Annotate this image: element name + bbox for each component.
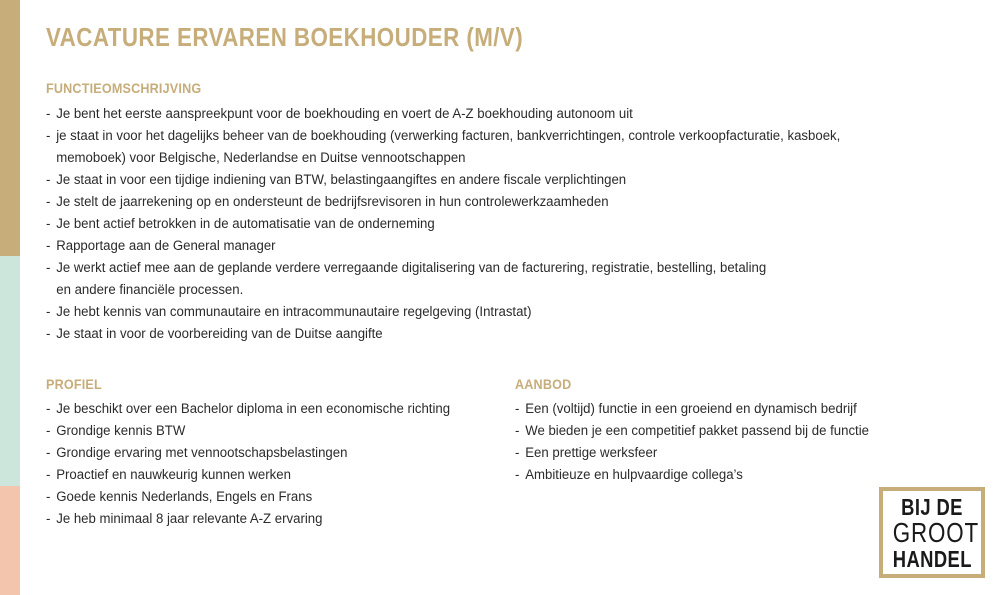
list-item: - We bieden je een competitief pakket passend bij de functie	[515, 420, 924, 442]
page-title: VACATURE ERVAREN BOEKHOUDER (M/V)	[46, 22, 524, 52]
left-stripe-mint	[0, 256, 20, 486]
logo-line-3: HANDEL	[892, 546, 972, 572]
aanbod-list	[515, 398, 955, 486]
list-item: - Je staat in voor een tijdige indiening van BTW, belastingaangiftes en andere fiscale verplichtingen	[46, 169, 902, 191]
list-item: - Je bent actief betrokken in de automatisatie van de onderneming	[46, 213, 902, 235]
left-stripe-peach	[0, 486, 20, 595]
list-item: - Je bent het eerste aanspreekpunt voor de boekhouding en voert de A-Z boekhouding autonoom uit	[46, 103, 902, 125]
list-item: - Je staat in voor de voorbereiding van de Duitse aangifte	[46, 323, 902, 345]
aanbod-heading: AANBOD	[515, 376, 572, 392]
list-item: - Een prettige werksfeer	[515, 442, 924, 464]
logo-line-1: BIJ DE	[901, 494, 963, 520]
list-item: - Je beschikt over een Bachelor diploma in een economische richting	[46, 398, 474, 420]
list-item: - Goede kennis Nederlands, Engels en Frans	[46, 486, 474, 508]
list-item: - Een (voltijd) functie in een groeiend en dynamisch bedrijf	[515, 398, 924, 420]
profiel-list	[46, 398, 506, 530]
functie-heading: FUNCTIEOMSCHRIJVING	[46, 80, 202, 96]
list-item: - Je heb minimaal 8 jaar relevante A-Z ervaring	[46, 508, 474, 530]
list-item: - Grondige kennis BTW	[46, 420, 474, 442]
list-item: - Grondige ervaring met vennootschapsbelastingen	[46, 442, 474, 464]
list-item: - Je werkt actief mee aan de geplande verdere verregaande digitalisering van de facturering, registratie, bestelling, betaling en andere financiële processen.	[46, 257, 902, 301]
company-logo	[879, 487, 985, 578]
logo-line-2: GROOT	[892, 517, 979, 548]
profiel-heading: PROFIEL	[46, 376, 102, 392]
list-item: - Proactief en nauwkeurig kunnen werken	[46, 464, 474, 486]
list-item: - je staat in voor het dagelijks beheer van de boekhouding (verwerking facturen, bankverrichtingen, controle verkoopfacturatie, kasboek, memoboek) voor Belgische, Nederlandse en Duitse vennootschappen	[46, 125, 902, 169]
list-item: - Je stelt de jaarrekening op en ondersteunt de bedrijfsrevisoren in hun controlewerkzaamheden	[46, 191, 902, 213]
list-item: - Ambitieuze en hulpvaardige collega’s	[515, 464, 924, 486]
functie-list	[46, 103, 966, 345]
list-item: - Je hebt kennis van communautaire en intracommunautaire regelgeving (Intrastat)	[46, 301, 902, 323]
list-item: - Rapportage aan de General manager	[46, 235, 902, 257]
left-stripe-gold	[0, 0, 20, 256]
